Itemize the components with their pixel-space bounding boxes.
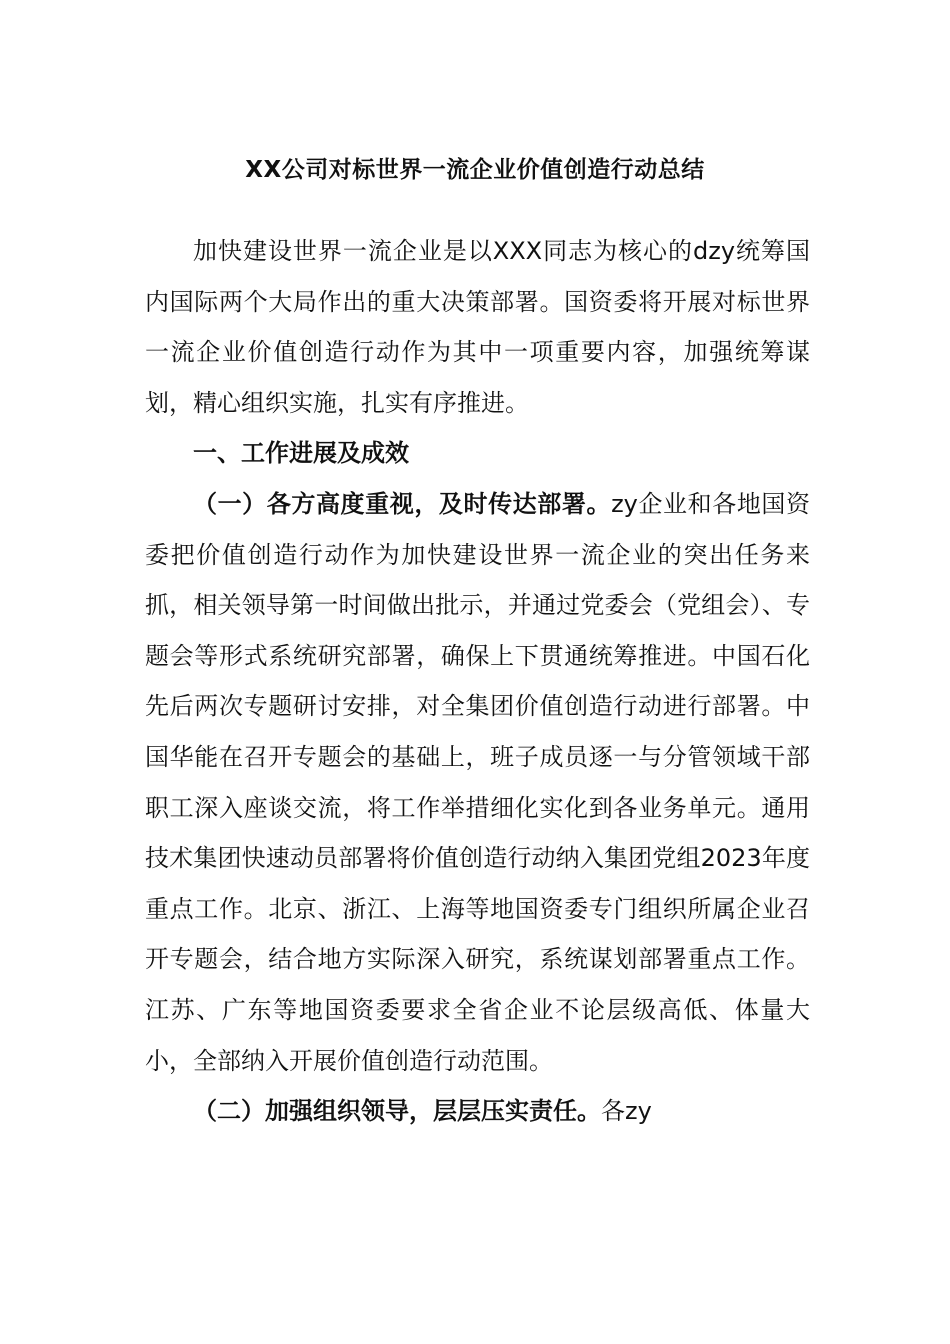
intro-paragraph: 加快建设世界一流企业是以XXX同志为核心的dzy统筹国内国际两个大局作出的重大决策部署。国资委将开展对标世界一流企业价值创造行动作为其中一项重要内容，加强统筹谋划，精心组织实施，扎实有序推进。 — [145, 237, 810, 417]
paragraph-2-body: 各zy — [601, 1097, 652, 1126]
document-title: XX公司对标世界一流企业价值创造行动总结 — [245, 157, 705, 183]
paragraph-1 — [145, 479, 810, 1086]
paragraph-1-lead: （一）各方高度重视，及时传达部署。 — [193, 489, 612, 518]
document-body — [145, 226, 810, 1137]
paragraph-2-lead: （二）加强组织领导，层层压实责任。 — [193, 1097, 601, 1126]
paragraph-1-body: zy企业和各地国资委把价值创造行动作为加快建设世界一流企业的突出任务来抓，相关领导第一时间做出批示，并通过党委会（党组会）、专题会等形式系统研究部署，确保上下贯通统筹推进。中国石化先后两次专题研讨安排，对全集团价值创造行动进行部署。中国华能在召开专题会的基础上，班子成员逐一与分管领域干部职工深入座谈交流，将工作举措细化实化到各业务单元。通用技术集团快速动员部署将价值创造行动纳入集团党组2023年度重点工作。北京、浙江、上海等地国资委专门组织所属企业召开专题会，结合地方实际深入研究，系统谋划部署重点工作。江苏、广东等地国资委要求全省企业不论层级高低、体量大小，全部纳入开展价值创造行动范围。 — [145, 489, 811, 1075]
section-heading: 一、工作进展及成效 — [193, 439, 409, 468]
paragraph-2 — [145, 1086, 810, 1137]
